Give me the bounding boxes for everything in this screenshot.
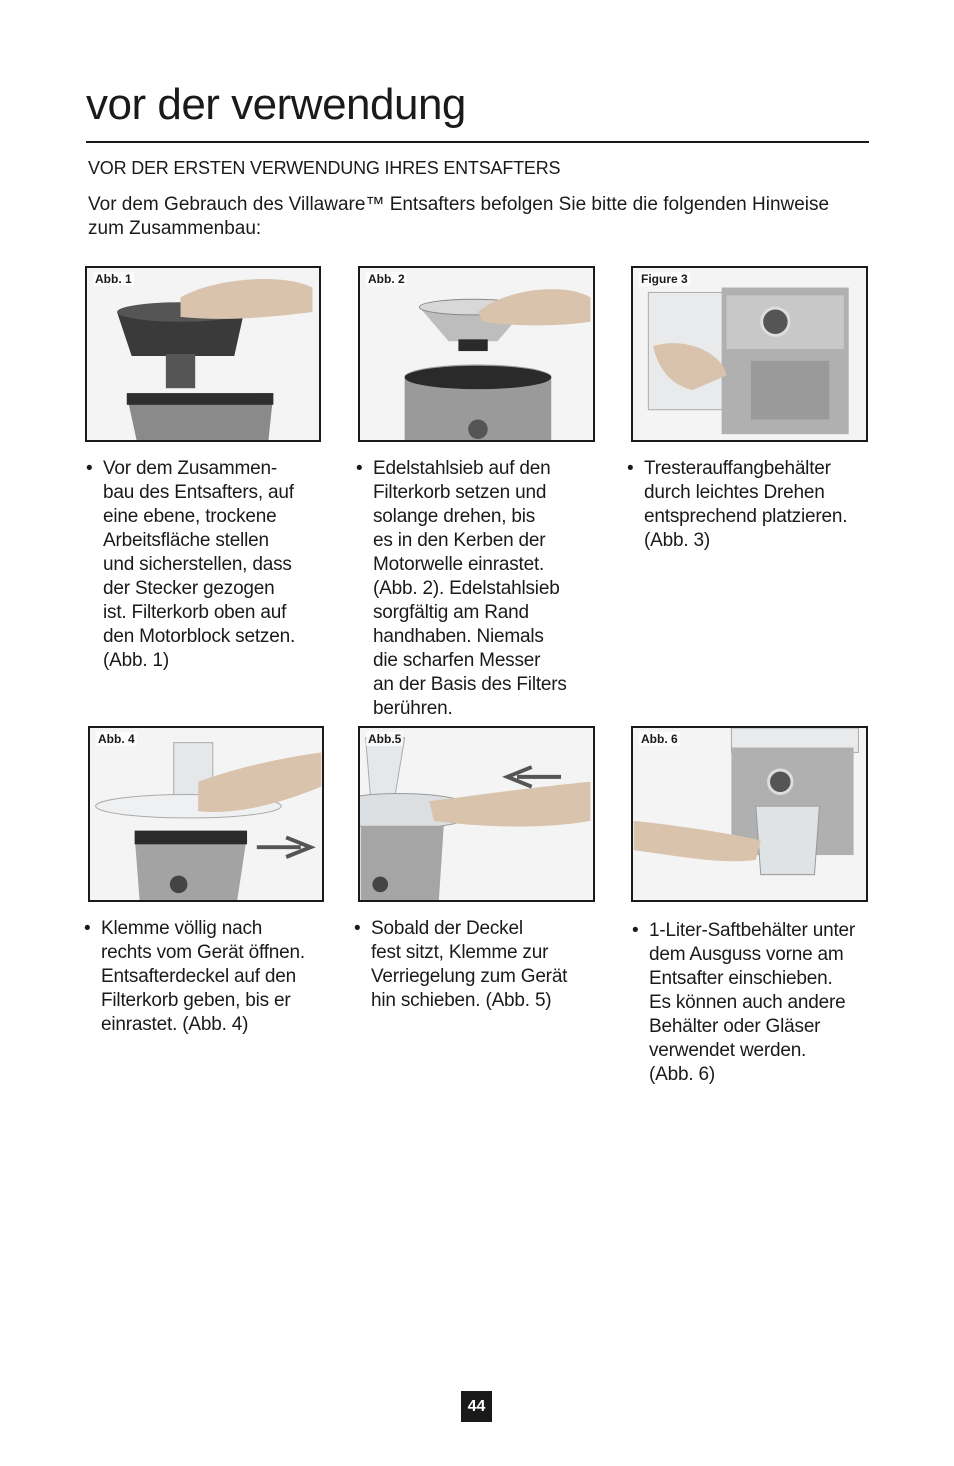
step-4-text [84, 917, 329, 1037]
text-line: Es können auch andere [649, 992, 846, 1013]
text-line: Entsafterdeckel auf den [101, 966, 297, 987]
step-1-text [86, 457, 326, 673]
text-line: Arbeitsfläche stellen [103, 530, 269, 551]
text-line: Verriegelung zum Gerät [371, 966, 568, 987]
text-line: (Abb. 6) [649, 1064, 715, 1085]
text-line: dem Ausguss vorne am [649, 944, 844, 965]
figure-label: Abb. 6 [641, 732, 678, 746]
text-line: ist. Filterkorb oben auf [103, 602, 287, 623]
text-line: sorgfältig am Rand [373, 602, 529, 623]
text-line: an der Basis des Filters [373, 674, 567, 695]
text-line: (Abb. 1) [103, 650, 169, 671]
text-line: berühren. [373, 698, 453, 719]
step-5-text [354, 917, 599, 1013]
juice-jug-illustration [633, 728, 866, 900]
page-number: 44 [461, 1391, 492, 1422]
figure-6 [631, 726, 868, 902]
pulp-container-illustration [633, 268, 866, 440]
page-title: vor der verwendung [86, 80, 466, 129]
text-line: handhaben. Niemals [373, 626, 544, 647]
figure-4 [88, 726, 324, 902]
text-line: rechts vom Gerät öffnen. [101, 942, 305, 963]
figure-label: Abb.5 [368, 732, 402, 746]
text-line: es in den Kerben der [373, 530, 546, 551]
text-line: Vor dem Zusammen- [103, 458, 277, 479]
text-line: die scharfen Messer [373, 650, 541, 671]
text-line: eine ebene, trockene [103, 506, 277, 527]
text-line: einrastet. (Abb. 4) [101, 1014, 249, 1035]
figure-label: Abb. 2 [368, 272, 405, 286]
text-line: Entsafter einschieben. [649, 968, 833, 989]
figure-label: Abb. 1 [95, 272, 132, 286]
figure-2 [358, 266, 595, 442]
bullet-marker: • [627, 458, 634, 479]
filter-basket-illustration [87, 268, 319, 440]
text-line: (Abb. 2). Edelstahlsieb [373, 578, 560, 599]
figure-1 [85, 266, 321, 442]
bullet-marker: • [632, 920, 639, 941]
juicer-lid-illustration [90, 728, 322, 900]
text-line: Tresterauffangbehälter [644, 458, 831, 479]
text-line: der Stecker gezogen [103, 578, 275, 599]
bullet-marker: • [354, 918, 361, 939]
text-line: Behälter oder Gläser [649, 1016, 821, 1037]
text-line: entsprechend platzieren. [644, 506, 848, 527]
clamp-lock-illustration [360, 728, 593, 900]
text-line: Edelstahlsieb auf den [373, 458, 551, 479]
text-line: durch leichtes Drehen [644, 482, 825, 503]
figure-label: Abb. 4 [98, 732, 135, 746]
figure-5 [358, 726, 595, 902]
text-line: 1-Liter-Saftbehälter unter [649, 920, 856, 941]
step-3-text [627, 457, 872, 553]
steel-sieve-illustration [360, 268, 593, 440]
text-line: Motorwelle einrastet. [373, 554, 545, 575]
bullet-marker: • [86, 458, 93, 479]
text-line: Filterkorb setzen und [373, 482, 547, 503]
text-line: Sobald der Deckel [371, 918, 523, 939]
text-line: Filterkorb geben, bis er [101, 990, 291, 1011]
step-2-text [356, 457, 596, 721]
intro-paragraph: Vor dem Gebrauch des Villaware™ Entsafters befolgen Sie bitte die folgenden Hinweise zum Zusammenbau: [88, 194, 830, 239]
title-divider [86, 141, 869, 143]
bullet-marker: • [84, 918, 91, 939]
text-line: Klemme völlig nach [101, 918, 263, 939]
text-line: (Abb. 3) [644, 530, 710, 551]
figure-label: Figure 3 [641, 272, 688, 286]
text-line: solange drehen, bis [373, 506, 536, 527]
text-line: den Motorblock setzen. [103, 626, 296, 647]
text-line: fest sitzt, Klemme zur [371, 942, 549, 963]
text-line: bau des Entsafters, auf [103, 482, 294, 503]
text-line: und sicherstellen, dass [103, 554, 292, 575]
figure-3 [631, 266, 868, 442]
section-heading: VOR DER ERSTEN VERWENDUNG IHRES ENTSAFTERS [88, 158, 561, 178]
bullet-marker: • [356, 458, 363, 479]
step-6-text [632, 919, 882, 1087]
text-line: verwendet werden. [649, 1040, 807, 1061]
text-line: hin schieben. (Abb. 5) [371, 990, 552, 1011]
